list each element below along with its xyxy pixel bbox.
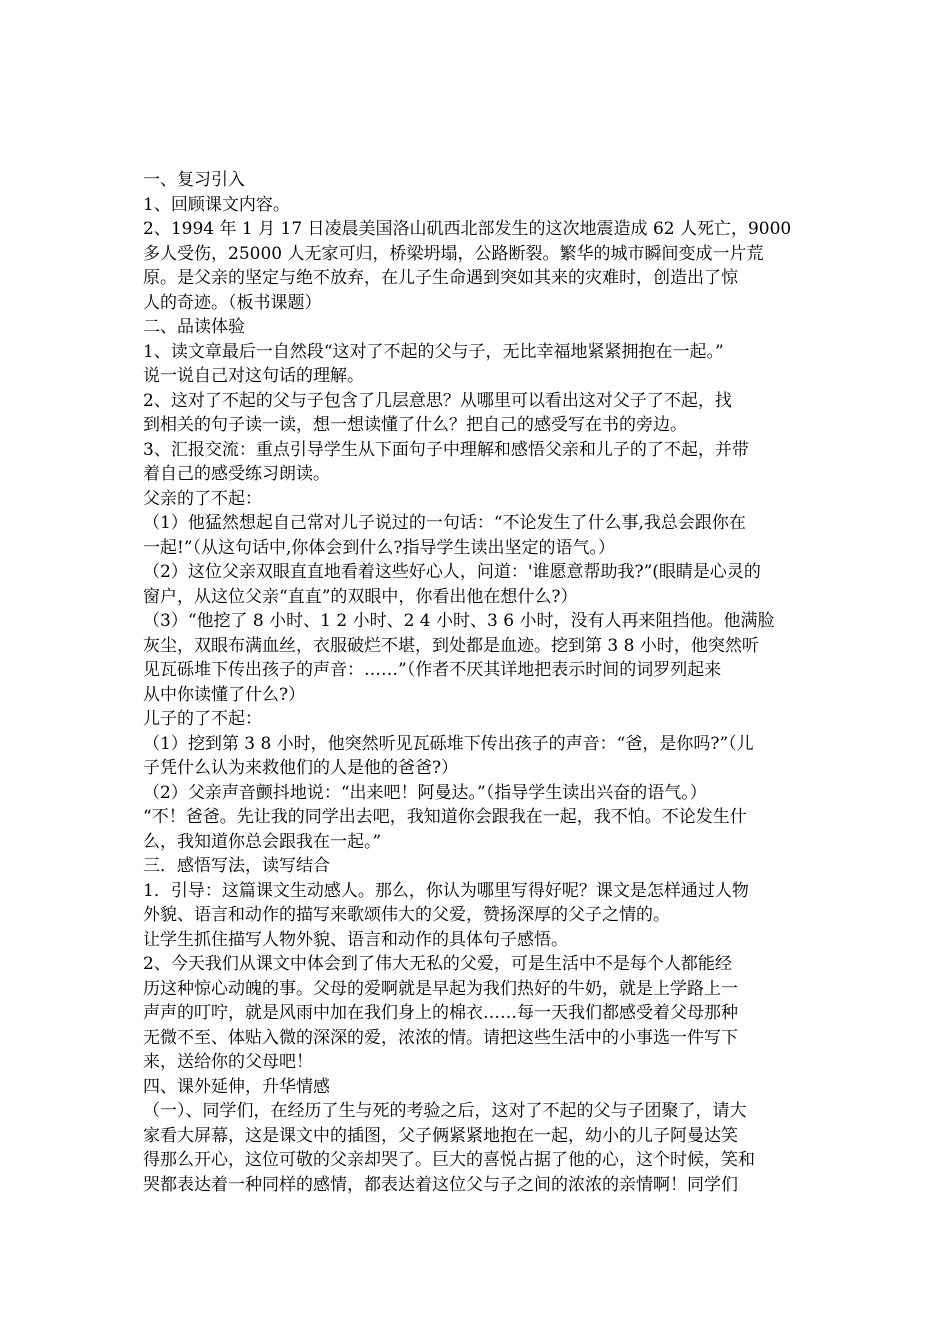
text-line: 三．感悟写法，读写结合: [143, 856, 330, 876]
text-line: 1．引导：这篇课文生动感人。那么，你认为哪里写得好呢？课文是怎样通过人物: [143, 880, 749, 901]
text-line: 家看大屏幕，这是课文中的插图，父子俩紧紧地抱在一起，幼小的儿子阿曼达笑: [143, 1125, 738, 1146]
text-line: 一、复习引入: [143, 170, 245, 190]
text-line: 子凭什么认为来救他们的人是他的爸爸?）: [143, 758, 459, 778]
text-line: 来，送给你的父母吧！: [143, 1052, 313, 1072]
text-line: 见瓦砾堆下传出孩子的声音：……”（作者不厌其详地把表示时间的词罗列起来: [143, 660, 722, 680]
text-line: 2、今天我们从课文中体会到了伟大无私的父爱，可是生活中不是每个人都能经: [143, 954, 732, 974]
text-line: 得那么开心，这位可敬的父亲却哭了。巨大的喜悦占据了他的心，这个时候，笑和: [143, 1150, 755, 1170]
text-line: 历这种惊心动魄的事。父母的爱啊就是早起为我们热好的牛奶，就是上学路上一: [143, 978, 738, 999]
text-line: 声声的叮咛，就是风雨中加在我们身上的棉衣……每一天我们都感受着父母那种: [143, 1003, 738, 1023]
text-line: 3、汇报交流：重点引导学生从下面句子中理解和感悟父亲和儿子的了不起，并带: [143, 439, 749, 460]
text-line: 人的奇迹。（板书课题）: [143, 292, 322, 313]
text-line: 让学生抓住描写人物外貌、语言和动作的具体句子感悟。: [143, 929, 568, 950]
text-line: 从中你读懂了什么?）: [143, 684, 306, 705]
text-line: 窗户，从这位父亲“直直”的双眼中，你看出他在想什么?）: [143, 586, 578, 607]
text-line: 1、读文章最后一自然段“这对了不起的父与子，无比幸福地紧紧拥抱在一起。”: [143, 341, 724, 362]
text-line: 灰尘，双眼布满血丝，衣服破烂不堪，到处都是血迹。挖到第 3 8 小时，他突然听: [143, 635, 759, 656]
text-line: 2、这对了不起的父与子包含了几层意思？从哪里可以看出这对父子了不起，找: [143, 390, 732, 411]
text-line: 二、品读体验: [143, 317, 245, 337]
text-line: 父亲的了不起：: [143, 488, 262, 509]
text-line: （3）“他挖了 8 小时、1 2 小时、2 4 小时、3 6 小时，没有人再来阻挡他。他满脸: [143, 611, 775, 631]
text-line: （1）挖到第 3 8 小时，他突然听见瓦砾堆下传出孩子的声音：“爸，是你吗?”（儿: [143, 733, 754, 754]
text-line: （2）这位父亲双眼直直地看着这些好心人，问道：'谁愿意帮助我?”(眼睛是心灵的: [143, 562, 761, 582]
text-line: 无微不至、体贴入微的深深的爱，浓浓的情。请把这些生活中的小事选一件写下: [143, 1027, 738, 1048]
text-line: 着自己的感受练习朗读。: [143, 464, 330, 484]
text-line: 多人受伤，25000 人无家可归，桥梁坍塌，公路断裂。繁华的城市瞬间变成一片荒: [143, 243, 764, 264]
text-line: 儿子的了不起：: [143, 709, 262, 729]
text-line: （1）他猛然想起自己常对儿子说过的一句话：“不论发生了什么事,我总会跟你在: [143, 513, 746, 533]
text-line: 2、1994 年 1 月 17 日凌晨美国洛山矶西北部发生的这次地震造成 62 人死亡，9000: [143, 219, 792, 239]
text-line: 四、课外延伸，升华情感: [143, 1076, 330, 1097]
text-line: 哭都表达着一种同样的感情，都表达着这位父与子之间的浓浓的亲情啊！同学们: [143, 1174, 738, 1195]
text-line: 原。是父亲的坚定与绝不放弃，在儿子生命遇到突如其来的灾难时，创造出了惊: [143, 268, 738, 288]
text-line: （2）父亲声音颤抖地说：“出来吧！阿曼达。”（指导学生读出兴奋的语气。）: [143, 782, 707, 803]
text-line: 说一说自己对这句话的理解。: [143, 366, 364, 386]
text-line: 外貌、语言和动作的描写来歌颂伟大的父爱，赞扬深厚的父子之情的。: [143, 905, 670, 925]
text-line: 到相关的句子读一读，想一想读懂了什么？把自己的感受写在书的旁边。: [143, 415, 687, 435]
text-line: 么，我知道你总会跟我在一起。”: [143, 831, 382, 852]
text-line: （一）、同学们，在经历了生与死的考验之后，这对了不起的父与子团聚了，请大: [143, 1101, 747, 1121]
text-line: 一起!”（从这句话中,你体会到什么?指导学生读出坚定的语气。）: [143, 537, 616, 558]
text-line: 1、回顾课文内容。: [143, 194, 290, 215]
document-body: [143, 168, 813, 1197]
text-line: “不！爸爸。先让我的同学出去吧，我知道你会跟我在一起，我不怕。不论发生什: [143, 807, 747, 827]
